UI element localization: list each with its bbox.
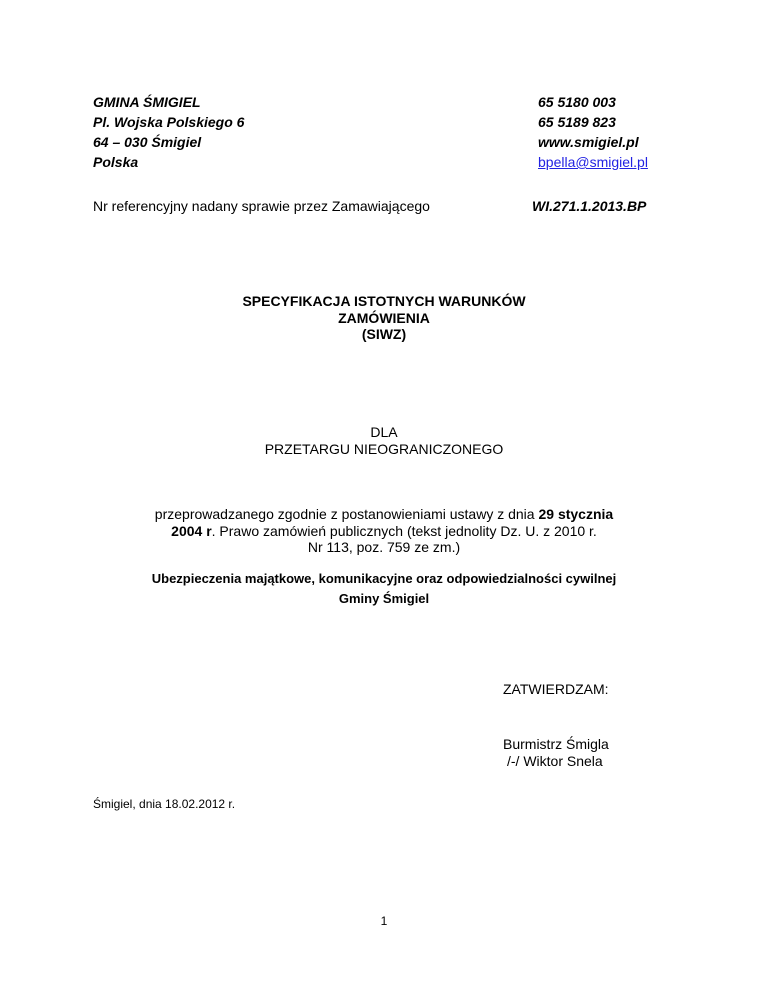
website-text: www.smigiel.pl: [538, 134, 639, 150]
page-number: 1: [380, 914, 388, 928]
document-title-line2: ZAMÓWIENIA: [338, 309, 430, 326]
contract-subject: [0, 569, 768, 609]
document-title-line1: SPECYFIKACJA ISTOTNYCH WARUNKÓW: [242, 293, 526, 309]
sender-country: Polska: [93, 154, 139, 170]
contract-subject-line2: Gminy Śmigiel: [338, 591, 430, 606]
procedure-type: [0, 424, 768, 457]
legal-basis-line2: [0, 523, 768, 540]
document-title-line3: (SIWZ): [361, 326, 407, 342]
approval-label: ZATWIERDZAM:: [503, 681, 609, 697]
phone-number-2: 65 5189 823: [538, 114, 616, 130]
reference-label: Nr referencyjny nadany sprawie przez Zamawiającego: [93, 198, 430, 214]
legal-basis-line3: Nr 113, poz. 759 ze zm.): [307, 539, 461, 555]
phone-number-1: 65 5180 003: [538, 94, 616, 110]
legal-basis-paragraph: [0, 506, 768, 556]
legal-basis-line1-text: przeprowadzanego zgodnie z postanowieniami ustawy z dnia: [154, 506, 539, 522]
document-title: [0, 293, 768, 343]
signature-block: [503, 736, 609, 770]
place-date-line: Śmigiel, dnia 18.02.2012 r.: [93, 797, 236, 811]
legal-basis-line1: [0, 506, 768, 523]
signer-name: /-/ Wiktor Snela: [507, 753, 603, 769]
legal-basis-line2-bold-date: 2004 r: [171, 522, 212, 539]
legal-basis-line1-bold-date: 29 stycznia: [538, 506, 614, 522]
reference-number: WI.271.1.2013.BP: [532, 198, 647, 214]
sender-address-block: [93, 92, 244, 172]
email-link[interactable]: bpella@smigiel.pl: [538, 154, 648, 170]
procedure-type-line2: PRZETARGU NIEOGRANICZONEGO: [264, 440, 504, 457]
procedure-type-line1: DLA: [370, 424, 398, 440]
contact-block: [538, 92, 648, 172]
sender-city: 64 – 030 Śmigiel: [93, 134, 202, 150]
contract-subject-line1: Ubezpieczenia majątkowe, komunikacyjne oraz odpowiedzialności cywilnej: [151, 571, 617, 586]
sender-street: Pl. Wojska Polskiego 6: [93, 114, 245, 130]
signer-title: Burmistrz Śmigla: [503, 736, 609, 752]
legal-basis-line2-text: . Prawo zamówień publicznych (tekst jednolity Dz. U. z 2010 r.: [211, 522, 597, 539]
sender-name: GMINA ŚMIGIEL: [93, 94, 201, 110]
